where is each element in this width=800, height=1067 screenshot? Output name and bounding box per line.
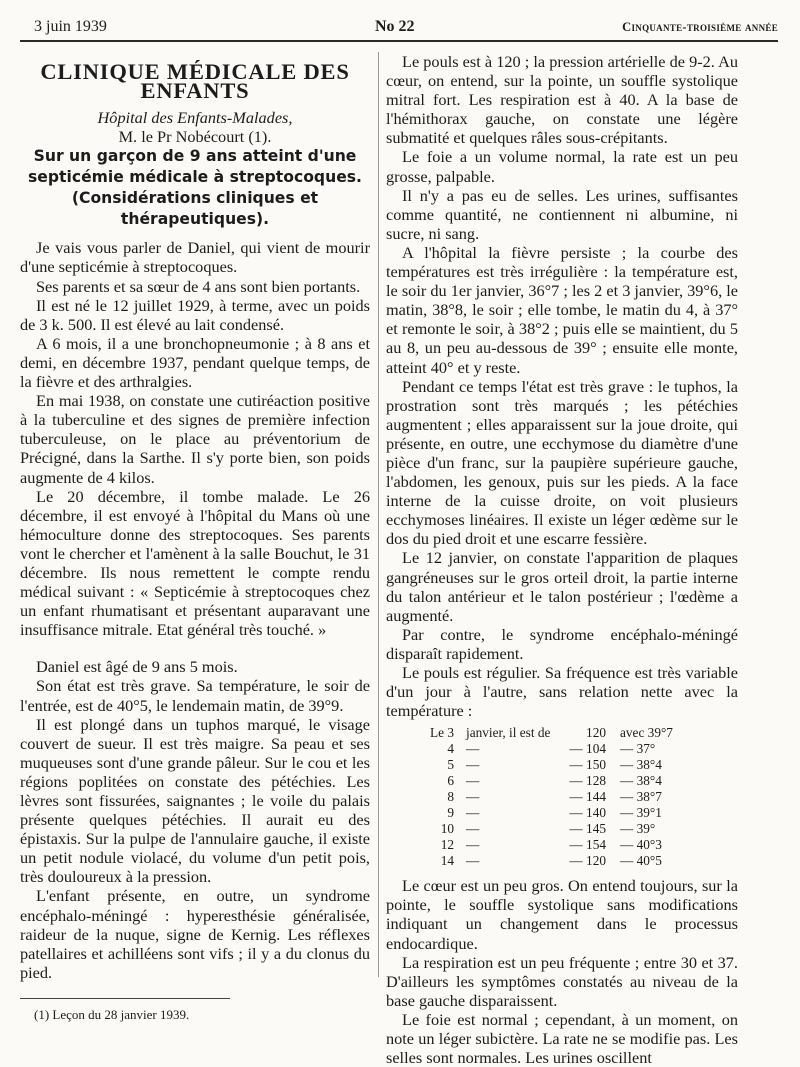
table-cell-day: Le 3 [430, 725, 454, 741]
paragraph: Ses parents et sa sœur de 4 ans sont bien portants. [36, 276, 361, 296]
table-cell-temperature: avec 39°7 [620, 725, 673, 741]
table-cell-temperature: — 38°4 [620, 773, 662, 789]
paragraph: Je vais vous parler de Daniel, qui vient de mourir d'une septicémie à streptocoques. [20, 238, 370, 277]
section-gap [20, 639, 370, 657]
paragraph: Le pouls est régulier. Sa fréquence est très variable d'un jour à l'autre, sans relation nette avec la température : [386, 663, 738, 721]
paragraph: Il n'y a pas eu de selles. Les urines, suffisantes comme quantité, ne contiennent ni albumine, ni sucre, ni sang. [386, 185, 738, 243]
table-cell-pulse: — 150 [569, 757, 606, 773]
table-cell-temperature: — 37° [620, 741, 656, 757]
pulse-temperature-table [422, 725, 686, 869]
table-cell-pulse: — 120 [569, 853, 606, 869]
table-row [422, 805, 686, 821]
table-cell-day: 6 [447, 773, 454, 789]
paragraph: Son état est très grave. Sa température, le soir de l'entrée, est de 40°5, le lendemain matin, de 39°9. [20, 676, 370, 715]
table-cell-temperature: — 40°3 [620, 837, 662, 853]
paragraph: Le 20 décembre, il tombe malade. Le 26 décembre, il est envoyé à l'hôpital du Mans où une hémoculture donne des streptocoques. Ses parents vont le chercher et l'amènent à la salle Bouchut, le 31 décembre. Ils nous remettent le compte rendu médical suivant : « Septicémie à streptocoques chez un enfant rhumatisant et présentant auparavant une insuffisance mitrale. Etat général très touché. » [20, 486, 370, 640]
paragraph: Pendant ce temps l'état est très grave : le tuphos, la prostration sont très marqués ; les pétéchies augmentent ; elles apparaissent sur la joue droite, qui présente, en outre, une ecchymose du diamètre d'une pièce d'un franc, sur la paupière supérieure gauche, l'abdomen, les genoux, puis sur les pieds. A la face interne de la cuisse droite, on voit plusieurs ecchymoses linéaires. Il existe un léger œdème sur le dos du pied droit et une escarre fessière. [386, 376, 738, 549]
article-title: CLINIQUE MÉDICALE DES ENFANTS [40, 59, 350, 104]
table-cell-pulse: — 104 [569, 741, 606, 757]
table-cell-label: — [466, 837, 480, 853]
paragraph: L'enfant présente, en outre, un syndrome encéphalo-méningé : hyperesthésie généralisée, raideur de la nuque, signe de Kernig. Les réflexes patellaires et achilléens sont vifs ; il y a du clonus du pied. [20, 886, 370, 982]
table-cell-day: 10 [440, 821, 454, 837]
table-cell-pulse: — 145 [569, 821, 606, 837]
paragraph: A 6 mois, il a une bronchopneumonie ; à 8 ans et demi, en décembre 1937, pendant quelque temps, de la fièvre et des arthralgies. [20, 333, 370, 392]
issue-date: 3 juin 1939 [34, 18, 107, 35]
column-divider [378, 52, 379, 977]
hospital-name: Hôpital des Enfants-Malades, [97, 108, 293, 128]
table-row [422, 725, 686, 741]
footnote-rule [20, 998, 230, 999]
table-cell-pulse: — 140 [569, 805, 606, 821]
paragraph: En mai 1938, on constate une cutiréaction positive à la tuberculine et des signes de première infection tuberculeuse, on le place au préventorium de Précigné, dans la Sarthe. Il s'y porte bien, son poids augmente de 4 kilos. [20, 391, 370, 487]
table-cell-day: 12 [440, 837, 454, 853]
table-row [422, 853, 686, 869]
table-cell-pulse: 120 [586, 725, 606, 741]
paragraph: La respiration est un peu fréquente ; entre 30 et 37. D'ailleurs les symptômes constatés au niveau de la base gauche disparaissent. [386, 952, 738, 1010]
table-cell-label: — [466, 853, 480, 869]
table-row [422, 757, 686, 773]
issue-year: Cinquante-troisième année [622, 20, 778, 34]
left-column [20, 52, 370, 1024]
table-cell-label: — [466, 789, 480, 805]
paragraph: Il est plongé dans un tuphos marqué, le visage couvert de sueur. Il est très maigre. Sa peau et ses muqueuses sont d'une grande pâleur. Sur le cou et les régions poplitées on constate des pétéchies. Les lèvres sont fissurées, saignantes ; le voile du palais présente quelques pétéchies. Il aurait eu des épistaxis. Sur la pulpe de l'annulaire gauche, il existe un petit nodule violacé, du volume d'un petit pois, très douloureux à la pression. [20, 714, 370, 887]
paragraph: Le foie est normal ; cependant, à un moment, on note un léger subictère. La rate ne se modifie pas. Les selles sont normales. Les urines oscillent [386, 1009, 738, 1067]
paragraph: A l'hôpital la fièvre persiste ; la courbe des températures est très irrégulière : la température est, le soir du 1er janvier, 36°7 ; les 2 et 3 janvier, 39°6, le matin, 38°8, le soir ; elle tombe, le matin du 4, à 37° et remonte le soir, à 38°2 ; puis elle se maintient, du 5 au 8, un peu au-dessous de 39° ; ensuite elle monte, atteint 40° et y reste. [386, 242, 738, 377]
table-cell-pulse: — 144 [569, 789, 606, 805]
table-cell-temperature: — 40°5 [620, 853, 662, 869]
paragraph: Daniel est âgé de 9 ans 5 mois. [36, 657, 238, 677]
table-cell-label: — [466, 741, 480, 757]
table-cell-temperature: — 39°1 [620, 805, 662, 821]
table-cell-label: — [466, 821, 480, 837]
table-cell-pulse: — 128 [569, 773, 606, 789]
paragraph: Le cœur est un peu gros. On entend toujours, sur la pointe, le souffle systolique sans modifications indiquant un changement dans le processus endocardique. [386, 876, 738, 953]
table-cell-label: janvier, il est de [466, 725, 551, 741]
table-row [422, 821, 686, 837]
table-cell-day: 9 [447, 805, 454, 821]
article-subtitle: Sur un garçon de 9 ans atteint d'une septicémie médicale à streptocoques. (Considérations cliniques et thérapeutiques). [28, 147, 362, 229]
footnote: (1) Leçon du 28 janvier 1939. [34, 1006, 190, 1022]
table-cell-label: — [466, 757, 480, 773]
table-cell-label: — [466, 773, 480, 789]
table-cell-temperature: — 38°4 [620, 757, 662, 773]
table-cell-temperature: — 38°7 [620, 789, 662, 805]
right-column [386, 52, 738, 1067]
table-cell-pulse: — 154 [569, 837, 606, 853]
table-row [422, 741, 686, 757]
table-cell-temperature: — 39° [620, 821, 656, 837]
paragraph: Le 12 janvier, on constate l'apparition de plaques gangréneuses sur le gros orteil droit, la partie interne du talon antérieur et le talon postérieur ; l'œdème a augmenté. [386, 548, 738, 625]
paragraph: Il est né le 12 juillet 1929, à terme, avec un poids de 3 k. 500. Il est élevé au lait condensé. [20, 295, 370, 334]
table-cell-day: 5 [447, 757, 454, 773]
page-header [20, 10, 778, 42]
paragraph: Le foie a un volume normal, la rate est un peu grosse, palpable. [386, 147, 738, 186]
table-row [422, 789, 686, 805]
issue-number: No 22 [375, 18, 415, 35]
table-cell-day: 14 [440, 853, 454, 869]
paragraph: Le pouls est à 120 ; la pression artérielle de 9-2. Au cœur, on entend, sur la pointe, un souffle systolique mitral fort. Les respiration est à 40. A la base de l'hémithorax gauche, on constate une légère submatité et quelques râles sous-crépitants. [386, 52, 738, 148]
paragraph: Par contre, le syndrome encéphalo-méningé disparaît rapidement. [386, 624, 738, 663]
table-cell-label: — [466, 805, 480, 821]
table-row [422, 837, 686, 853]
table-cell-day: 8 [447, 789, 454, 805]
table-row [422, 773, 686, 789]
table-cell-day: 4 [447, 741, 454, 757]
professor-name: M. le Pr Nobécourt (1). [118, 127, 272, 147]
